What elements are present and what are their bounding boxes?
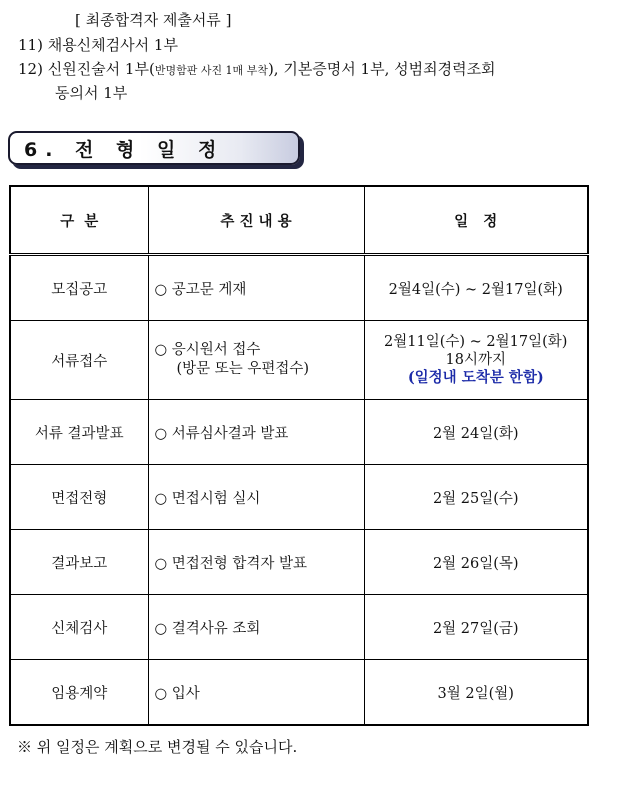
row-content: ○ 면접전형 합격자 발표 <box>148 530 364 595</box>
photo-note: 반명함판 사진 1매 부착 <box>154 64 268 77</box>
row-content: ○ 서류심사결과 발표 <box>148 400 364 465</box>
table-row <box>10 400 588 465</box>
row-category: 결과보고 <box>10 530 148 595</box>
table-row <box>10 321 588 400</box>
document-item-12-continued: 동의서 1부 <box>55 84 128 102</box>
row-category: 모집공고 <box>10 255 148 321</box>
table-header-row <box>10 186 588 255</box>
section-heading <box>8 131 300 165</box>
header-schedule: 일 정 <box>364 186 588 255</box>
row-schedule: 2월 25일(수) <box>364 465 588 530</box>
row-category: 임용계약 <box>10 660 148 726</box>
row-category: 서류 결과발표 <box>10 400 148 465</box>
row-content: ○ 면접시험 실시 <box>148 465 364 530</box>
section-title: 6. 전 형 일 정 <box>24 139 225 161</box>
row-content: ○ 응시원서 접수 (방문 또는 우편접수) <box>148 321 364 400</box>
document-item-11: 11) 채용신체검사서 1부 <box>18 36 178 54</box>
header-category: 구 분 <box>10 186 148 255</box>
schedule-note: ※ 위 일정은 계획으로 변경될 수 있습니다. <box>17 738 298 756</box>
row-schedule: 3월 2일(월) <box>364 660 588 726</box>
row-category: 신체검사 <box>10 595 148 660</box>
row-category: 서류접수 <box>10 321 148 400</box>
row-category: 면접전형 <box>10 465 148 530</box>
row-content: ○ 입사 <box>148 660 364 726</box>
table-row <box>10 530 588 595</box>
schedule-table <box>9 185 589 726</box>
documents-header: [ 최종합격자 제출서류 ] <box>75 11 232 29</box>
table-row <box>10 660 588 726</box>
row-schedule: 2월 26일(목) <box>364 530 588 595</box>
row-schedule: 2월 27일(금) <box>364 595 588 660</box>
header-content: 추 진 내 용 <box>148 186 364 255</box>
row-content: ○ 결격사유 조회 <box>148 595 364 660</box>
row-schedule: 2월 24일(화) <box>364 400 588 465</box>
table-row <box>10 595 588 660</box>
table-row <box>10 465 588 530</box>
row-schedule: 2월4일(수) ~ 2월17일(화) <box>364 255 588 321</box>
document-item-12: 12) 신원진술서 1부(반명함판 사진 1매 부착), 기본증명서 1부, 성범죄경력조회 <box>18 60 496 78</box>
table-row <box>10 255 588 321</box>
row-schedule: 2월11일(수) ~ 2월17일(화) 18시까지 (일정내 도착분 한함) <box>364 321 588 400</box>
row-content: ○ 공고문 게재 <box>148 255 364 321</box>
arrival-note: (일정내 도착분 한함) <box>407 369 544 387</box>
